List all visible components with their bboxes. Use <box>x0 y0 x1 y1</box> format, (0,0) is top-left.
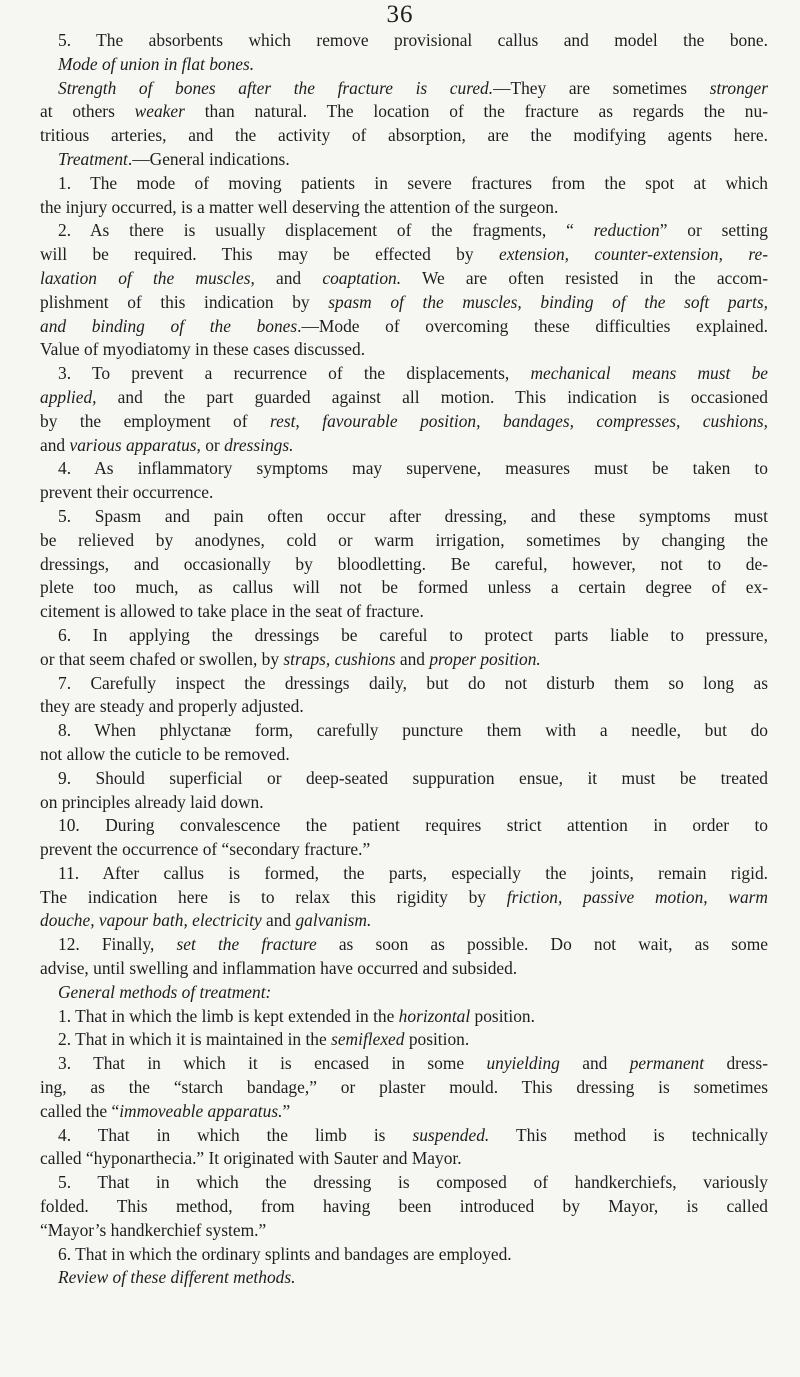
text-segment: folded. This method, from having been introduced by Mayor, is called <box>40 1196 768 1217</box>
text-segment: 3. That in which it is encased in some <box>58 1053 487 1074</box>
italic-text: stronger <box>709 77 768 98</box>
text-segment: and <box>40 434 70 455</box>
text-line <box>40 1219 768 1243</box>
text-line <box>40 1147 768 1171</box>
text-segment: or that seem chafed or swollen, by <box>40 648 284 669</box>
text-line <box>40 1076 768 1100</box>
italic-text: immoveable apparatus. <box>119 1100 283 1121</box>
text-segment: ” or setting <box>659 220 768 241</box>
text-segment: citement is allowed to take place in the seat of fracture. <box>40 601 424 622</box>
text-segment: prevent their occurrence. <box>40 482 214 503</box>
text-line <box>40 505 768 529</box>
text-segment: called the “ <box>40 1100 120 1121</box>
italic-text: Review of these different methods. <box>58 1267 296 1288</box>
text-line <box>40 410 768 434</box>
text-line <box>40 529 768 553</box>
text-segment: at others <box>40 101 135 122</box>
text-segment: called “hyponarthecia.” It originated with Sauter and Mayor. <box>40 1148 462 1169</box>
italic-text: and binding of the bones <box>40 315 298 336</box>
italic-text: horizontal <box>398 1005 471 1026</box>
text-line <box>40 957 768 981</box>
text-segment: tritious arteries, and the activity of absorption, are the modifying agents here. <box>40 125 768 146</box>
text-segment: 12. Finally, <box>58 934 177 955</box>
italic-text: weaker <box>134 101 185 122</box>
text-segment: —They are sometimes <box>493 77 710 98</box>
text-line <box>40 791 768 815</box>
text-line <box>40 909 768 933</box>
text-line <box>40 553 768 577</box>
text-segment: position. <box>404 1029 470 1050</box>
italic-text: rest, favourable position, bandages, compresses, cushions, <box>269 410 768 431</box>
italic-text: various apparatus, <box>69 434 201 455</box>
text-segment: 5. That in which the dressing is composed of handkerchiefs, variously <box>58 1172 768 1193</box>
text-segment: ” <box>282 1100 291 1121</box>
text-segment: 2. That in which it is maintained in the <box>58 1029 332 1050</box>
text-segment: advise, until swelling and inflammation have occurred and subsided. <box>40 958 518 979</box>
text-line <box>40 100 768 124</box>
text-line <box>40 672 768 696</box>
italic-text: set the fracture <box>176 934 317 955</box>
text-segment: dress- <box>704 1053 768 1074</box>
text-line <box>40 838 768 862</box>
text-line <box>40 1005 768 1029</box>
text-segment: ing, as the “starch bandage,” or plaster mould. This dressing is sometimes <box>40 1077 768 1098</box>
italic-text: galvanism. <box>295 910 372 931</box>
text-segment: 8. When phlyctanæ form, carefully puncture them with a needle, but do <box>58 720 768 741</box>
text-line <box>40 767 768 791</box>
italic-text: reduction <box>593 220 660 241</box>
text-line <box>40 53 768 77</box>
text-line <box>40 600 768 624</box>
text-line <box>40 267 768 291</box>
italic-text: unyielding <box>486 1053 560 1074</box>
text-segment: dressings, and occasionally by bloodletting. Be careful, however, not to de- <box>40 553 768 574</box>
text-line <box>40 172 768 196</box>
text-line <box>40 743 768 767</box>
text-segment: 4. That in which the limb is <box>58 1124 413 1145</box>
text-segment: 2. As there is usually displacement of the fragments, “ <box>58 220 594 241</box>
text-segment: will be required. This may be effected by <box>40 244 499 265</box>
text-line <box>40 814 768 838</box>
text-line <box>40 148 768 172</box>
text-line <box>40 719 768 743</box>
text-line <box>40 624 768 648</box>
text-segment: by the employment of <box>40 410 270 431</box>
text-segment: 11. After callus is formed, the parts, especially the joints, remain rigid. <box>58 862 768 883</box>
text-line <box>40 386 768 410</box>
text-line <box>40 1171 768 1195</box>
text-line <box>40 1028 768 1052</box>
text-line <box>40 338 768 362</box>
text-line <box>40 1195 768 1219</box>
text-segment: 10. During convalescence the patient requires strict attention in order to <box>58 815 768 836</box>
text-segment: and the part guarded against all motion. This indication is occasioned <box>96 386 768 407</box>
italic-text: applied, <box>40 386 97 407</box>
text-segment: 7. Carefully inspect the dressings daily, but do not disturb them so long as <box>58 672 768 693</box>
text-segment: and <box>559 1053 630 1074</box>
text-segment: plete too much, as callus will not be formed unless a certain degree of ex- <box>40 577 768 598</box>
text-line <box>40 1124 768 1148</box>
text-segment: as soon as possible. Do not wait, as some <box>316 934 768 955</box>
text-segment: 5. The absorbents which remove provisional callus and model the bone. <box>58 30 768 50</box>
text-segment: the injury occurred, is a matter well deserving the attention of the surgeon. <box>40 196 559 217</box>
text-segment: “Mayor’s handkerchief system.” <box>40 1219 267 1240</box>
text-line <box>40 886 768 910</box>
italic-text: mechanical means must be <box>530 363 768 384</box>
text-line <box>40 124 768 148</box>
text-line <box>40 434 768 458</box>
text-line <box>40 648 768 672</box>
text-segment: The indication here is to relax this rigidity by <box>40 886 507 907</box>
page-body-text <box>40 29 768 1290</box>
text-line <box>40 1266 768 1290</box>
italic-text: semiflexed <box>331 1029 405 1050</box>
text-line <box>40 576 768 600</box>
italic-text: Treatment <box>58 148 128 169</box>
text-segment: 5. Spasm and pain often occur after dressing, and these symptoms must <box>58 505 768 526</box>
italic-text: proper position. <box>429 648 541 669</box>
text-segment: and <box>254 267 323 288</box>
text-line <box>40 457 768 481</box>
text-segment: not allow the cuticle to be removed. <box>40 743 290 764</box>
text-line <box>40 981 768 1005</box>
text-segment: and <box>261 910 296 931</box>
italic-text: spasm of the muscles, binding of the soft parts, <box>328 291 768 312</box>
text-segment: than natural. The location of the fracture as regards the nu- <box>184 101 768 122</box>
text-segment: .—General indications. <box>127 148 290 169</box>
italic-text: friction, passive motion, warm <box>506 886 768 907</box>
text-segment: on principles already laid down. <box>40 791 264 812</box>
italic-text: coaptation. <box>322 267 402 288</box>
text-segment: 1. That in which the limb is kept extended in the <box>58 1005 399 1026</box>
text-line <box>40 1243 768 1267</box>
text-line <box>40 219 768 243</box>
text-segment: 9. Should superficial or deep-seated suppuration ensue, it must be treated <box>58 767 768 788</box>
italic-text: douche, vapour bath, electricity <box>40 910 262 931</box>
italic-text: laxation of the muscles, <box>40 267 255 288</box>
text-segment: Value of myodiatomy in these cases discussed. <box>40 339 366 360</box>
text-segment: they are steady and properly adjusted. <box>40 696 304 717</box>
text-line <box>40 291 768 315</box>
text-segment: 6. In applying the dressings be careful to protect parts liable to pressure, <box>58 624 768 645</box>
page-number: 36 <box>386 1 414 28</box>
text-segment: 4. As inflammatory symptoms may supervene, measures must be taken to <box>58 458 768 479</box>
italic-text: Mode of union in flat bones. <box>58 53 255 74</box>
italic-text: extension, counter-extension, re- <box>498 244 769 265</box>
text-line <box>40 362 768 386</box>
text-segment: This method is technically <box>489 1124 768 1145</box>
text-segment: be relieved by anodynes, cold or warm irrigation, sometimes by changing the <box>40 529 768 550</box>
italic-text: dressings. <box>224 434 294 455</box>
text-segment: 1. The mode of moving patients in severe fractures from the spot at which <box>58 172 768 193</box>
italic-text: General methods of treatment: <box>58 981 272 1002</box>
text-segment: .—Mode of overcoming these difficulties explained. <box>297 315 768 336</box>
text-line <box>40 29 768 53</box>
text-segment: prevent the occurrence of “secondary fracture.” <box>40 839 371 860</box>
text-segment: and <box>395 648 430 669</box>
text-line <box>40 1100 768 1124</box>
italic-text: straps, cushions <box>283 648 396 669</box>
text-line <box>40 77 768 101</box>
text-line <box>40 695 768 719</box>
text-segment: We are often resisted in the accom- <box>401 267 768 288</box>
text-line <box>40 862 768 886</box>
text-segment: 3. To prevent a recurrence of the displacements, <box>58 363 531 384</box>
text-line <box>40 933 768 957</box>
text-line <box>40 1052 768 1076</box>
text-line <box>40 196 768 220</box>
text-line <box>40 243 768 267</box>
text-segment: or <box>200 434 225 455</box>
text-segment: position. <box>470 1005 535 1026</box>
italic-text: Strength of bones after the fracture is cured. <box>58 77 494 98</box>
text-line <box>40 481 768 505</box>
text-line <box>40 315 768 339</box>
text-segment: 6. That in which the ordinary splints and bandages are employed. <box>58 1243 512 1264</box>
italic-text: permanent <box>629 1053 705 1074</box>
text-segment: plishment of this indication by <box>40 291 329 312</box>
italic-text: suspended. <box>412 1124 490 1145</box>
